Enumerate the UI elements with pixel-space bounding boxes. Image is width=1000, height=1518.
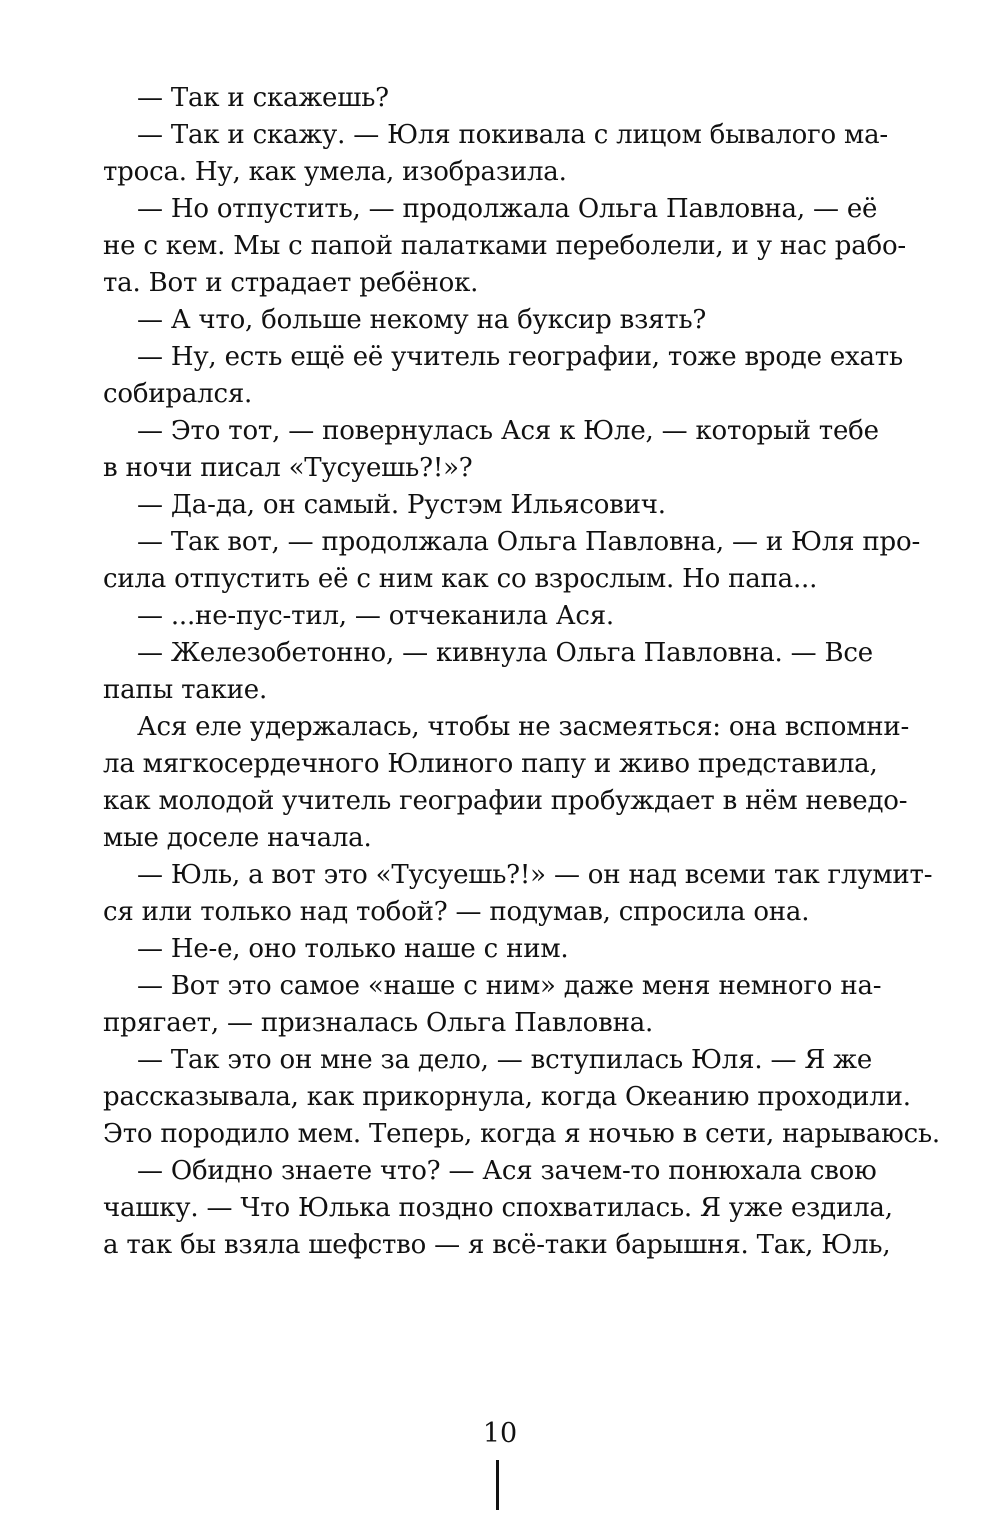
text-line: — Ну, есть ещё её учитель географии, тоже вроде ехать bbox=[137, 342, 903, 372]
text-line: — Так и скажешь? bbox=[137, 83, 389, 113]
text-line: ся или только над тобой? — подумав, спросила она. bbox=[103, 897, 810, 927]
text-line: — Вот это самое «наше с ним» даже меня немного на- bbox=[137, 971, 882, 1001]
text-line: рассказывала, как прикорнула, когда Океанию проходили. bbox=[103, 1082, 911, 1112]
text-line: — Но отпустить, — продолжала Ольга Павловна, — её bbox=[137, 194, 878, 224]
text-line: — Это тот, — повернулась Ася к Юле, — который тебе bbox=[137, 416, 879, 446]
text-line: Ася еле удержалась, чтобы не засмеяться: она вспомни- bbox=[137, 712, 910, 742]
text-line: Это породило мем. Теперь, когда я ночью в сети, нарываюсь. bbox=[103, 1119, 940, 1149]
text-line: прягает, — призналась Ольга Павловна. bbox=[103, 1008, 654, 1038]
text-line: собирался. bbox=[103, 379, 253, 409]
text-line: в ночи писал «Тусуешь?!»? bbox=[103, 453, 473, 483]
text-line: не с кем. Мы с папой палатками переболели, и у нас рабо- bbox=[103, 231, 906, 261]
text-line: — Не-е, оно только наше с ним. bbox=[137, 934, 569, 964]
text-line: — Так и скажу. — Юля покивала с лицом бывалого ма- bbox=[137, 120, 888, 150]
text-line: — ...не-пус-тил, — отчеканила Ася. bbox=[137, 601, 614, 631]
page-number: 10 bbox=[482, 1418, 518, 1449]
text-line: троса. Ну, как умела, изобразила. bbox=[103, 157, 567, 187]
text-line: чашку. — Что Юлька поздно спохватилась. Я уже ездила, bbox=[103, 1193, 893, 1223]
text-line: — Так вот, — продолжала Ольга Павловна, — и Юля про- bbox=[137, 527, 921, 557]
text-line: — Так это он мне за дело, — вступилась Юля. — Я же bbox=[137, 1045, 873, 1075]
text-line: папы такие. bbox=[103, 675, 268, 705]
text-line: как молодой учитель географии пробуждает в нём неведо- bbox=[103, 786, 908, 816]
text-line: — Да-да, он самый. Рустэм Ильясович. bbox=[137, 490, 666, 520]
page-number-rule bbox=[496, 1460, 499, 1510]
text-line: а так бы взяла шефство — я всё-таки барышня. Так, Юль, bbox=[103, 1230, 891, 1260]
text-line: — Юль, а вот это «Тусуешь?!» — он над всеми так глумит- bbox=[137, 860, 933, 890]
text-line: — Обидно знаете что? — Ася зачем-то понюхала свою bbox=[137, 1156, 877, 1186]
text-line: сила отпустить её с ним как со взрослым. Но папа... bbox=[103, 564, 818, 594]
text-line: — Железобетонно, — кивнула Ольга Павловна. — Все bbox=[137, 638, 873, 668]
text-line: — А что, больше некому на буксир взять? bbox=[137, 305, 707, 335]
body-text bbox=[103, 80, 940, 1264]
text-line: та. Вот и страдает ребёнок. bbox=[103, 268, 479, 298]
text-line: ла мягкосердечного Юлиного папу и живо представила, bbox=[103, 749, 878, 779]
text-line: мые доселе начала. bbox=[103, 823, 372, 853]
